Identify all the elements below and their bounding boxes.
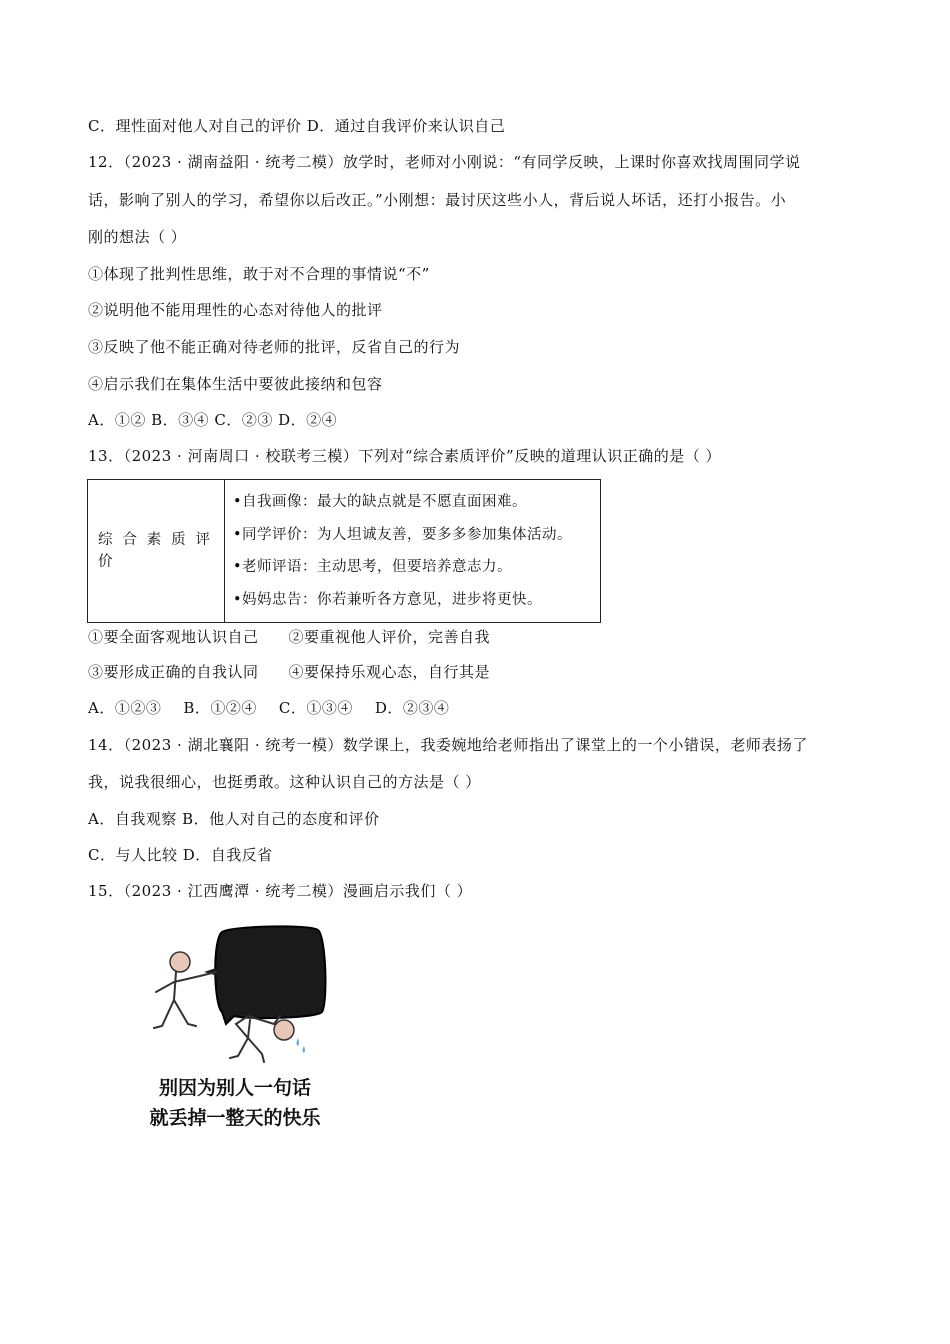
speech-bubble-shape [215,926,325,1024]
left-figure-head [170,952,190,972]
q13-evaluation-table [87,479,601,623]
q12-statement-4: ④启示我们在集体生活中要彼此接纳和包容 [88,375,383,393]
q12-stem-line-3: 刚的想法（ ） [88,228,187,246]
right-figure-body [230,1016,280,1062]
q13-stem: 13．（2023 · 河南周口 · 校联考三模）下列对“综合素质评价”反映的道理认识正确的是（ ） [88,447,721,465]
sweat-drops [297,1038,306,1053]
q13-statement-4: ④要保持乐观心态，自行其是 [288,663,491,681]
q12-statement-3: ③反映了他不能正确对待老师的批评，反省自己的行为 [88,338,461,356]
q13-table-items [225,480,601,623]
q13-table-item: •同学评价：为人坦诚友善，要多多参加集体活动。 [233,526,573,543]
right-figure-head [274,1020,294,1040]
q15-stem: 15．（2023 · 江西鹰潭 · 统考二模）漫画启示我们（ ） [88,882,473,900]
q11-options-cd: C．理性面对他人对自己的评价 D．通过自我评价来认识自己 [88,117,506,135]
q14-stem-line-2: 我，说我很细心，也挺勇敢。这种认识自己的方法是（ ） [88,773,481,791]
q14-stem-line-1: 14．（2023 · 湖北襄阳 · 统考一模）数学课上，我委婉地给老师指出了课堂上的一个小错误，老师表扬了 [88,736,808,754]
q13-statement-3: ③要形成正确的自我认同 [88,663,259,681]
q12-statement-2: ②说明他不能用理性的心态对待他人的批评 [88,301,383,319]
q13-option-d: D．②③④ [374,699,450,717]
q13-table-item: •妈妈忠告：你若兼听各方意见，进步将更快。 [233,591,543,608]
q13-statement-2: ②要重视他人评价，完善自我 [288,628,491,646]
cartoon-caption-2: 就丢掉一整天的快乐 [149,1107,321,1129]
q13-table-header: 综合素质评价 [88,480,225,623]
left-figure-body [154,972,216,1028]
q12-options: A．①② B．③④ C．②③ D．②④ [88,411,338,429]
q13-statements-row-1 [88,627,490,647]
q13-table-item: •老师评语：主动思考，但要培养意志力。 [233,559,513,575]
q13-options [88,698,449,718]
q12-statement-1: ①体现了批判性思维，敢于对不合理的事情说“不” [88,265,430,283]
q13-statements-row-2 [88,662,490,682]
cartoon-illustration [130,920,340,1140]
q13-option-b: B．①②④ [183,699,257,717]
q15-cartoon [130,920,340,1140]
q14-options-cd: C．与人比较 D．自我反省 [88,846,273,864]
q13-option-a: A．①②③ [88,699,162,717]
q14-options-ab: A．自我观察 B．他人对自己的态度和评价 [88,810,380,828]
q13-table-item: •自我画像：最大的缺点就是不愿直面困难。 [233,494,528,510]
q12-stem-line-2: 话，影响了别人的学习，希望你以后改正。”小刚想：最讨厌这些小人，背后说人坏话，还打小报告。小 [88,191,787,209]
q13-option-c: C．①③④ [278,699,353,717]
cartoon-caption-1: 别因为别人一句话 [158,1077,312,1099]
q12-stem-line-1: 12．（2023 · 湖南益阳 · 统考二模）放学时，老师对小刚说：“有同学反映，上课时你喜欢找周围同学说 [88,153,801,171]
q13-statement-1: ①要全面客观地认识自己 [88,628,259,646]
